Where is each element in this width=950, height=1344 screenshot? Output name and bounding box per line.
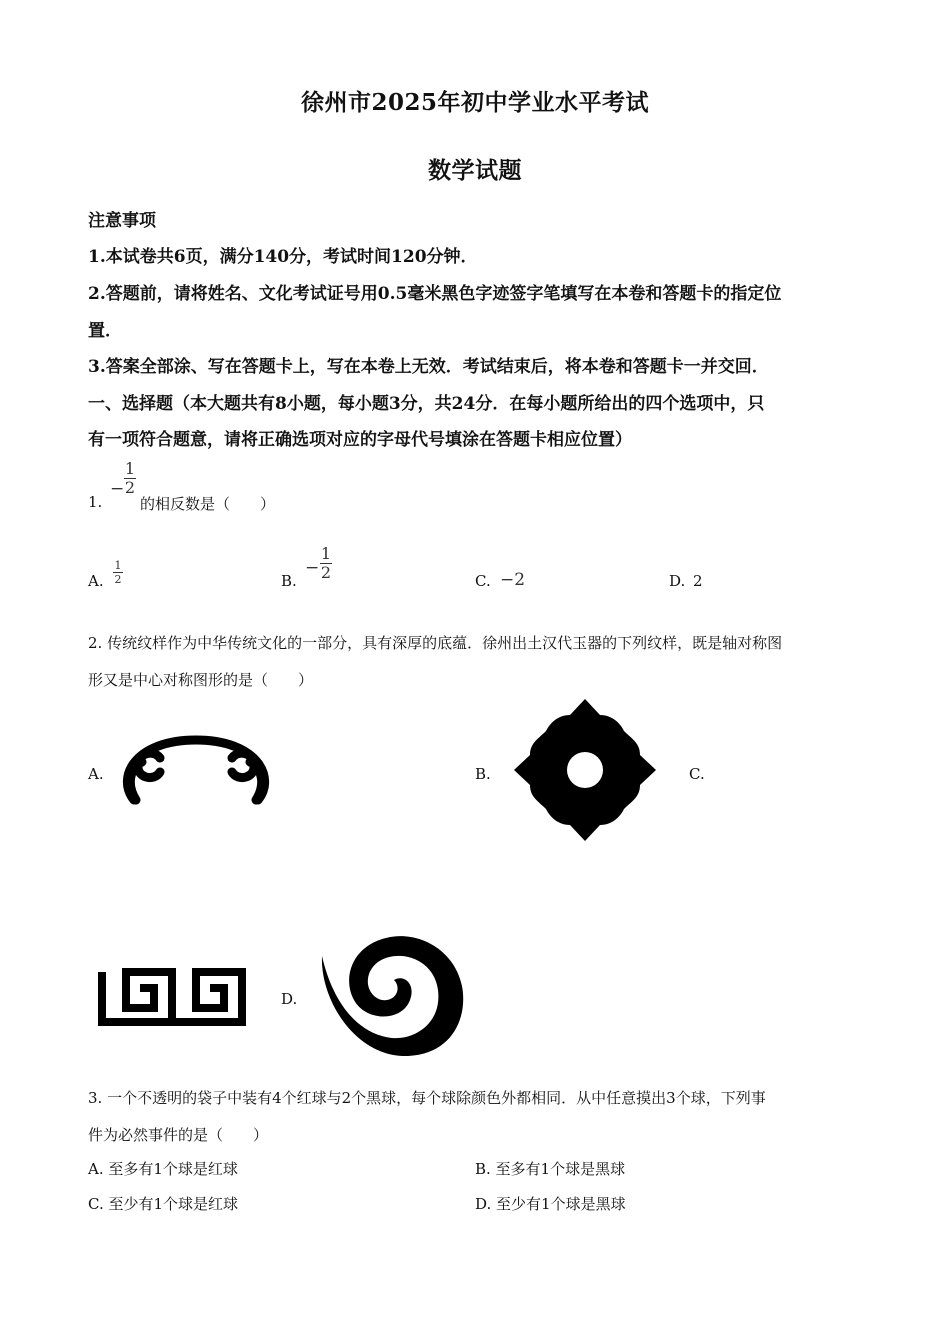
notes-item-3: 3.答案全部涂、写在答题卡上，写在本卷上无效．考试结束后，将本卷和答题卡一并交回． [88,357,769,377]
q1-option-a-numerator: 1 [114,559,122,572]
notes-item-1: 1.本试卷共6页，满分140分，考试时间120分钟． [88,247,478,267]
spiral-pattern-icon [316,930,468,1062]
q3-option-d: D. 至少有1个球是黑球 [475,1195,626,1213]
q1-option-d-label: D. [669,572,686,590]
meander-fret-pattern-icon [98,968,246,1026]
q3-option-c: C. 至少有1个球是红球 [88,1195,239,1213]
q1-option-a-label: A. [88,572,104,590]
q1-option-b-denominator: 2 [320,563,332,582]
q1-option-b-label: B. [281,572,297,590]
q3-option-b: B. 至多有1个球是黑球 [475,1160,626,1178]
q1-option-b-numerator: 1 [320,544,332,563]
cloud-scroll-pattern-icon [120,728,272,808]
q1-fraction [124,460,136,497]
notes-heading: 注意事项 [88,211,156,231]
q1-stem-text: 的相反数是（ ） [140,495,276,513]
q1-fraction-numerator: 1 [124,459,136,478]
q1-option-b-minus: − [305,558,320,578]
q3-stem-line-1: 3. 一个不透明的袋子中装有4个红球与2个黑球，每个球除颜色外都相同．从中任意摸出3个球，下列事 [88,1089,766,1107]
q2-option-b-label: B. [475,765,491,783]
q2-option-d-label: D. [281,990,298,1008]
four-point-star-pattern-icon [512,697,658,843]
section-1-line-1: 一、选择题（本大题共有8小题，每小题3分，共24分．在每小题所给出的四个选项中，只 [88,394,765,414]
q2-option-a-label: A. [88,765,104,783]
section-1-line-2: 有一项符合题意，请将正确选项对应的字母代号填涂在答题卡相应位置） [88,430,632,450]
exam-title: 徐州市2025年初中学业水平考试 [300,89,649,116]
q1-option-b-fraction [320,545,332,582]
q1-number: 1. [88,493,103,511]
q2-stem-line-2: 形又是中心对称图形的是（ ） [88,671,314,689]
q2-stem-line-1: 2. 传统纹样作为中华传统文化的一部分，具有深厚的底蕴．徐州出土汉代玉器的下列纹样，既是轴对称图 [88,634,783,652]
q3-option-a: A. 至多有1个球是红球 [88,1160,238,1178]
q2-option-c-label: C. [689,765,705,783]
q1-option-d-value: 2 [693,572,703,590]
q1-option-c-value: −2 [500,570,526,590]
q1-option-a-denominator: 2 [114,573,122,586]
notes-item-2-line-2: 置． [88,321,122,341]
q1-fraction-denominator: 2 [124,478,136,497]
exam-subtitle: 数学试题 [428,157,522,184]
q1-minus-sign: − [110,479,125,499]
q3-stem-line-2: 件为必然事件的是（ ） [88,1126,269,1144]
notes-item-2-line-1: 2.答题前，请将姓名、文化考试证号用0.5毫米黑色字迹签字笔填写在本卷和答题卡的指定位 [88,284,782,304]
q1-option-c-label: C. [475,572,491,590]
q1-option-a-fraction [113,559,123,586]
